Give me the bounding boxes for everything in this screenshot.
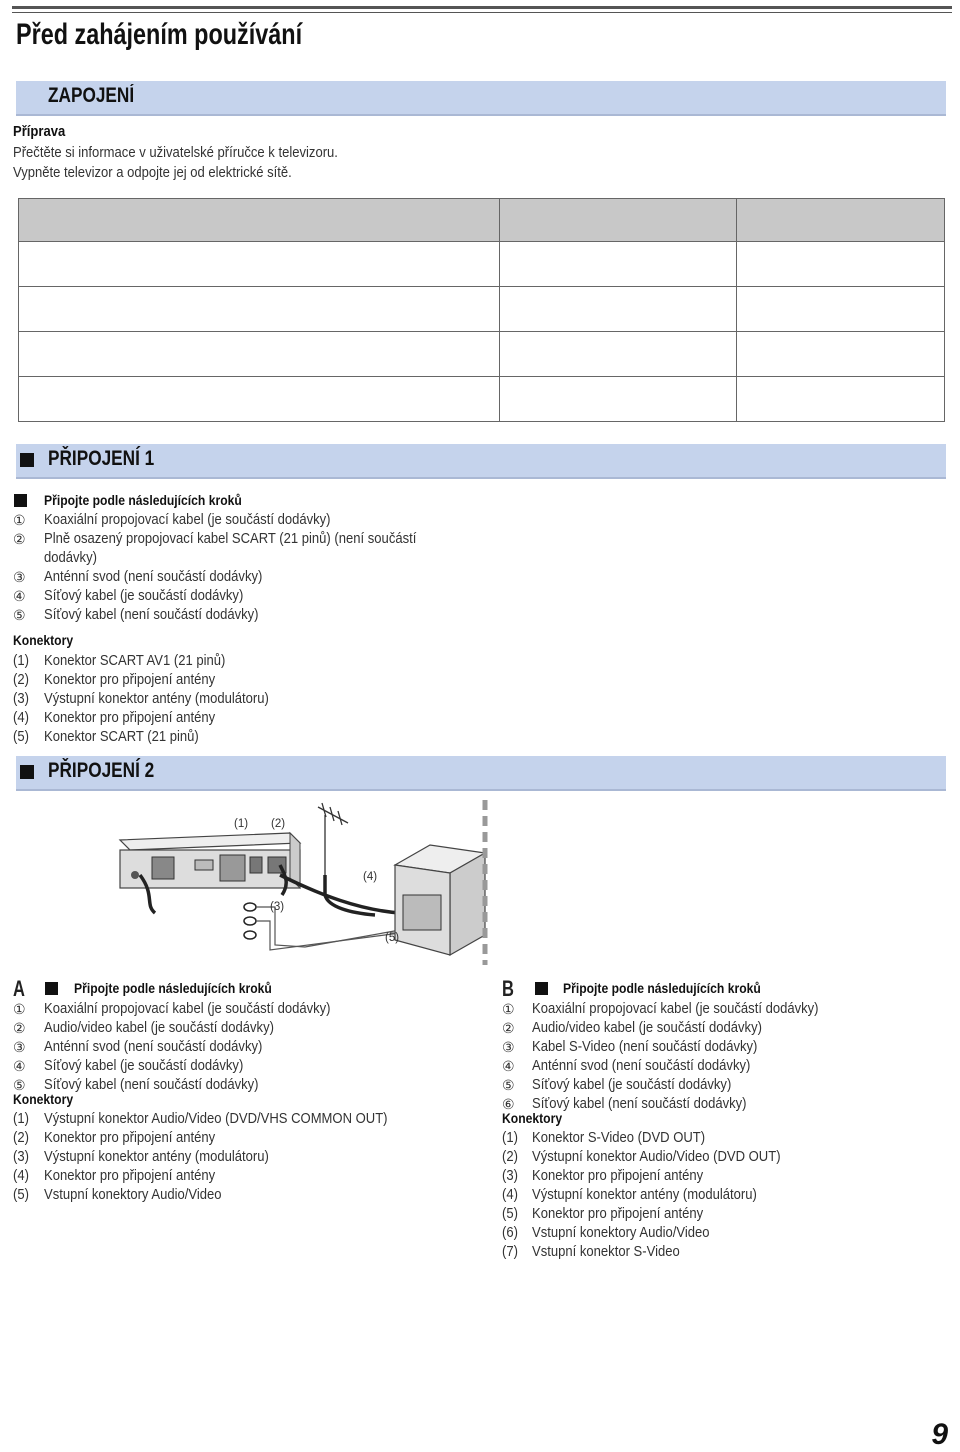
step-number: ④ (13, 1058, 26, 1074)
connector-text: Konektor S-Video (DVD OUT) (532, 1130, 706, 1146)
table-cell (19, 287, 500, 332)
connector-text: Konektor SCART AV1 (21 pinů) (44, 653, 226, 669)
steps-title: Připojte podle následujících kroků (44, 493, 242, 508)
page-title: Před zahájením používání (16, 18, 303, 51)
table-cell (500, 199, 737, 242)
section-heading-pripojeni2: PŘIPOJENÍ 2 (48, 759, 155, 782)
connector-number: (3) (13, 1149, 29, 1165)
square-bullet-icon (14, 494, 27, 507)
step-number: ⑤ (13, 607, 26, 623)
connector-number: (4) (502, 1187, 518, 1203)
step-number: ④ (13, 588, 26, 604)
step-text: Síťový kabel (není součástí dodávky) (44, 607, 259, 623)
section-heading-zapojeni: ZAPOJENÍ (48, 84, 135, 107)
step-text: Kabel S-Video (není součástí dodávky) (532, 1039, 758, 1055)
connector-number: (2) (13, 672, 29, 688)
connectors-label: Konektory (13, 633, 74, 648)
table-cell (737, 199, 945, 242)
prep-line: Vypněte televizor a odpojte jej od elektrické sítě. (13, 165, 292, 181)
table-cell (19, 242, 500, 287)
connector-text: Výstupní konektor Audio/Video (DVD/VHS COMMON OUT) (44, 1111, 388, 1127)
step-number: ⑤ (502, 1077, 515, 1093)
connector-number: (2) (502, 1149, 518, 1165)
diagram-label: (5) (385, 932, 400, 944)
connector-text: Konektor pro připojení antény (44, 710, 216, 726)
table-cell (737, 332, 945, 377)
connector-text: Konektor pro připojení antény (44, 672, 216, 688)
empty-table (18, 198, 945, 422)
square-bullet-icon (45, 982, 58, 995)
step-number: ② (13, 1020, 26, 1036)
step-number: ③ (502, 1039, 515, 1055)
steps-title: Připojte podle následujících kroků (563, 981, 761, 996)
square-bullet-icon (535, 982, 548, 995)
connectors-label: Konektory (502, 1111, 563, 1126)
step-text: Síťový kabel (je součástí dodávky) (44, 588, 244, 604)
step-text: Anténní svod (není součástí dodávky) (44, 1039, 263, 1055)
connector-number: (7) (502, 1244, 518, 1260)
step-number: ⑤ (13, 1077, 26, 1093)
diagram-label: (4) (363, 871, 378, 883)
table-cell (500, 332, 737, 377)
prep-line: Přečtěte si informace v uživatelské příručce k televizoru. (13, 145, 338, 161)
header-rule-thick (12, 6, 952, 9)
table-cell (19, 332, 500, 377)
step-number: ④ (502, 1058, 515, 1074)
step-text: Audio/video kabel (je součástí dodávky) (532, 1020, 762, 1036)
connector-text: Vstupní konektory Audio/Video (44, 1187, 222, 1203)
table-cell (500, 287, 737, 332)
connector-number: (5) (13, 1187, 29, 1203)
square-bullet-icon (20, 765, 34, 779)
prep-label: Příprava (13, 124, 66, 140)
connector-number: (4) (13, 710, 29, 726)
connector-text: Konektor pro připojení antény (532, 1168, 704, 1184)
step-number: ③ (13, 1039, 26, 1055)
connector-text: Konektor SCART (21 pinů) (44, 729, 199, 745)
step-text: dodávky) (44, 550, 97, 566)
step-text: Koaxiální propojovací kabel (je součástí dodávky) (44, 512, 331, 528)
step-text: Koaxiální propojovací kabel (je součástí dodávky) (44, 1001, 331, 1017)
connector-text: Konektor pro připojení antény (532, 1206, 704, 1222)
connector-number: (2) (13, 1130, 29, 1146)
connector-text: Výstupní konektor antény (modulátoru) (44, 1149, 269, 1165)
connector-text: Vstupní konektor S-Video (532, 1244, 680, 1260)
column-letter-a: A (13, 976, 25, 1001)
step-text: Koaxiální propojovací kabel (je součástí dodávky) (532, 1001, 819, 1017)
step-text: Anténní svod (není součástí dodávky) (44, 569, 263, 585)
table-cell (737, 377, 945, 422)
connector-text: Výstupní konektor antény (modulátoru) (44, 691, 269, 707)
connector-number: (4) (13, 1168, 29, 1184)
section-heading-pripojeni1: PŘIPOJENÍ 1 (48, 447, 155, 470)
step-number: ② (13, 531, 26, 547)
step-number: ③ (13, 569, 26, 585)
connector-number: (3) (13, 691, 29, 707)
section-band-zapojeni (16, 81, 946, 116)
square-bullet-icon (20, 453, 34, 467)
connector-number: (1) (13, 1111, 29, 1127)
step-text: Plně osazený propojovací kabel SCART (21 pinů) (není součástí (44, 531, 417, 547)
step-text: Síťový kabel (není součástí dodávky) (532, 1096, 747, 1112)
table-row (19, 332, 945, 377)
table-header-row (19, 199, 945, 242)
table-cell (19, 199, 500, 242)
connector-number: (5) (502, 1206, 518, 1222)
connector-text: Výstupní konektor Audio/Video (DVD OUT) (532, 1149, 781, 1165)
connector-text: Konektor pro připojení antény (44, 1168, 216, 1184)
step-number: ① (502, 1001, 515, 1017)
diagram-label: (2) (271, 818, 286, 830)
connector-number: (1) (502, 1130, 518, 1146)
step-number: ② (502, 1020, 515, 1036)
table-cell (19, 377, 500, 422)
header-rule-thin (12, 12, 952, 13)
step-number: ① (13, 1001, 26, 1017)
step-text: Síťový kabel (je součástí dodávky) (532, 1077, 732, 1093)
step-text: Síťový kabel (je součástí dodávky) (44, 1058, 244, 1074)
television-icon (395, 845, 485, 955)
diagram-label: (1) (234, 818, 249, 830)
connector-number: (5) (13, 729, 29, 745)
page-number: 9 (931, 1418, 948, 1451)
step-text: Síťový kabel (není součástí dodávky) (44, 1077, 259, 1093)
connector-number: (3) (502, 1168, 518, 1184)
section-band-pripojeni2 (16, 756, 946, 791)
recorder-icon (120, 833, 300, 888)
connector-text: Konektor pro připojení antény (44, 1130, 216, 1146)
section-band-pripojeni1 (16, 444, 946, 479)
diagram-label: (3) (270, 901, 285, 913)
steps-title: Připojte podle následujících kroků (74, 981, 272, 996)
connectors-label: Konektory (13, 1092, 74, 1107)
connector-text: Vstupní konektory Audio/Video (532, 1225, 710, 1241)
connector-number: (6) (502, 1225, 518, 1241)
table-cell (500, 377, 737, 422)
connector-text: Výstupní konektor antény (modulátoru) (532, 1187, 757, 1203)
step-number: ① (13, 512, 26, 528)
step-text: Audio/video kabel (je součástí dodávky) (44, 1020, 274, 1036)
connector-number: (1) (13, 653, 29, 669)
column-letter-b: B (502, 976, 514, 1001)
antenna-icon (318, 803, 348, 875)
table-cell (737, 287, 945, 332)
step-text: Anténní svod (není součástí dodávky) (532, 1058, 751, 1074)
connection-diagram (100, 795, 500, 970)
step-number: ⑥ (502, 1096, 515, 1112)
table-row (19, 242, 945, 287)
table-cell (737, 242, 945, 287)
table-cell (500, 242, 737, 287)
table-row (19, 377, 945, 422)
table-row (19, 287, 945, 332)
